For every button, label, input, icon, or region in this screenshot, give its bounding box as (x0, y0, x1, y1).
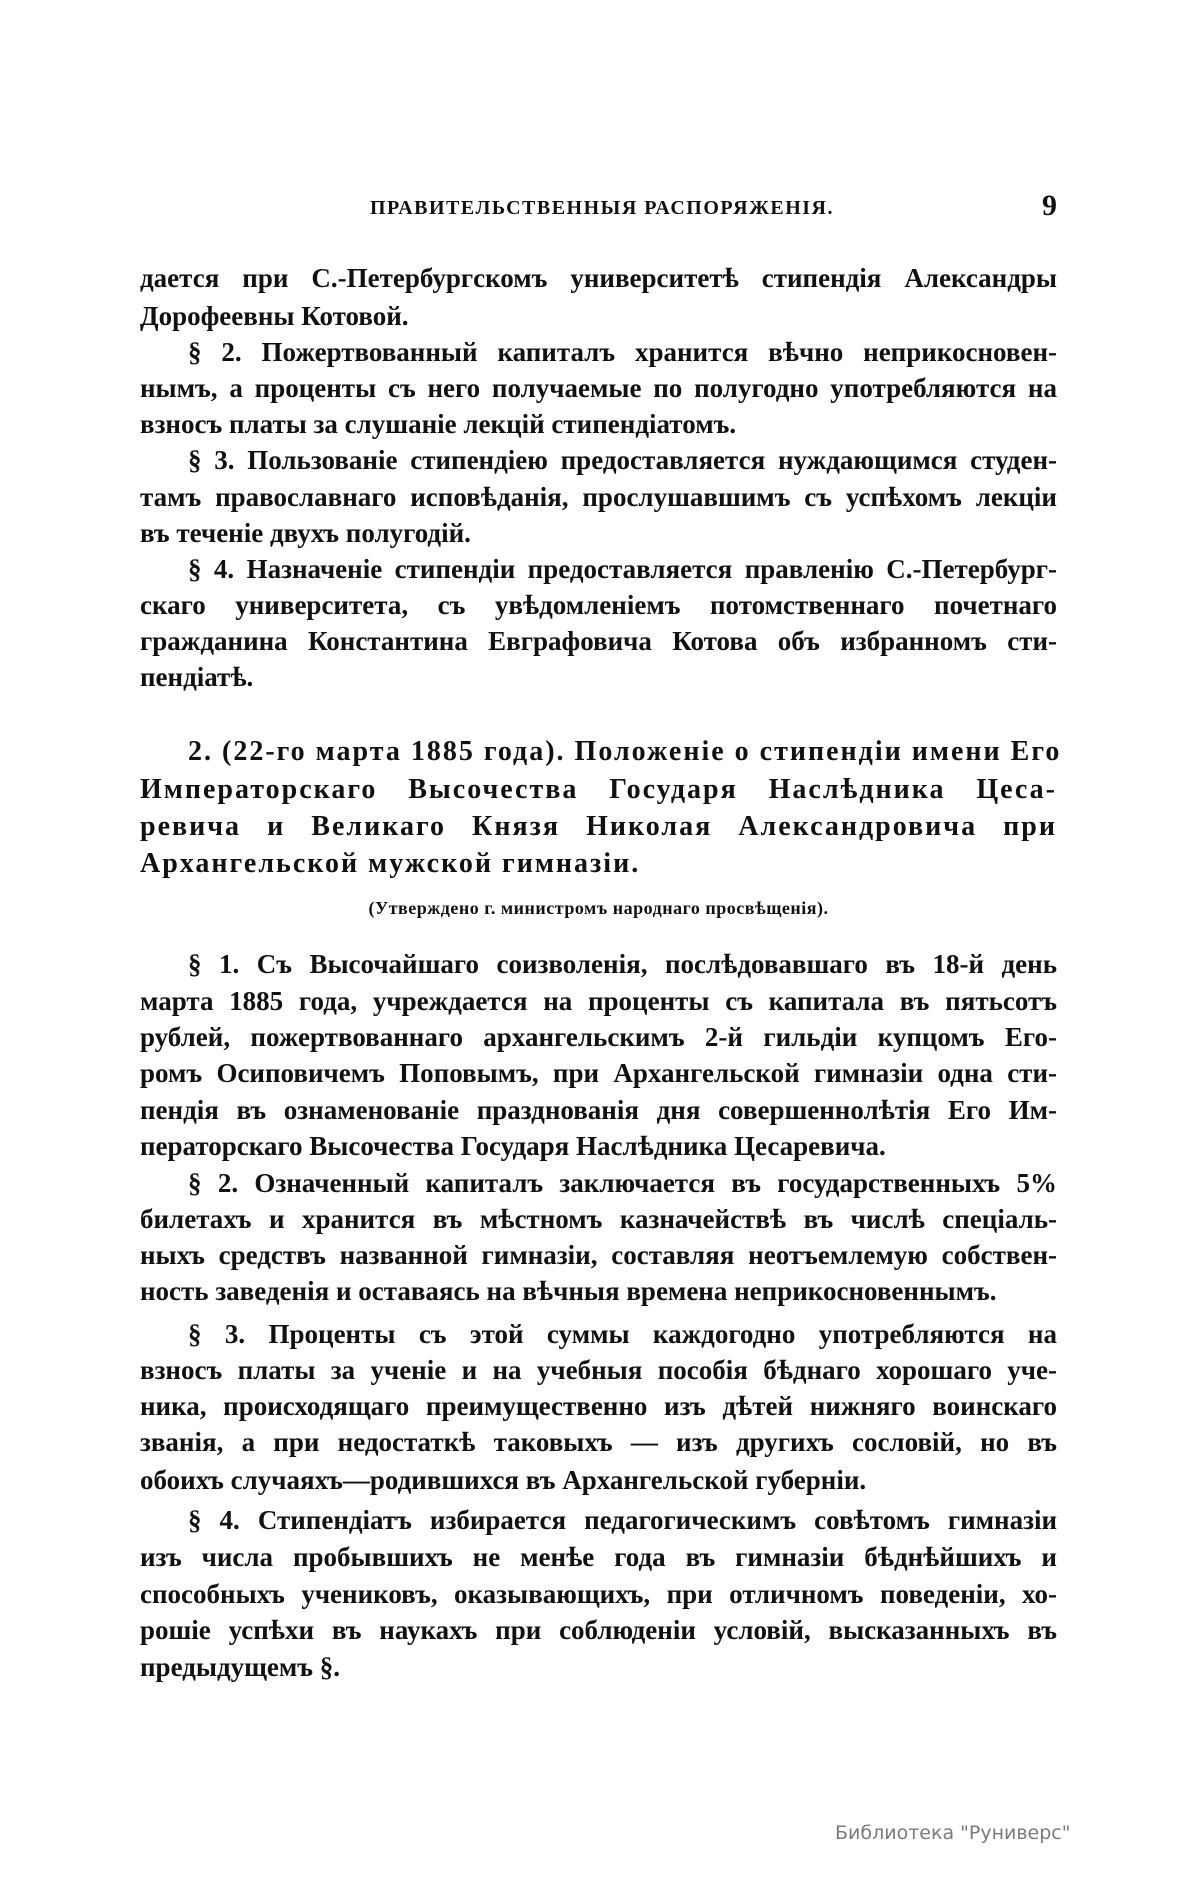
section-heading-line: 2. (22-го марта 1885 года). Положеніе о стипендіи имени Его (188, 736, 1062, 767)
text-line: званія, а при недостаткѣ таковыхъ — изъ другихъ сословій, но въ (140, 1427, 1057, 1457)
text-line: § 4. Назначеніе стипендіи предоставляется правленію С.-Петербург- (188, 554, 1057, 584)
section-heading-line: Императорскаго Высочества Государя Наслѣдника Цеса- (140, 774, 1057, 805)
text-line: изъ числа пробывшихъ не менѣе года въ гимназіи бѣднѣйшихъ и (140, 1542, 1057, 1572)
text-line: въ теченіе двухъ полугодій. (140, 518, 471, 548)
text-line: § 1. Съ Высочайшаго соизволенія, послѣдовавшаго въ 18-й день (188, 949, 1057, 979)
text-line: § 2. Означенный капиталъ заключается въ государственныхъ 5% (188, 1168, 1057, 1198)
page-number: 9 (1042, 189, 1057, 222)
text-line: способныхъ учениковъ, оказывающихъ, при отличномъ поведеніи, хо- (140, 1579, 1057, 1609)
running-title: ПРАВИТЕЛЬСТВЕННЫЯ РАСПОРЯЖЕНІЯ. (370, 197, 834, 219)
text-line: рублей, пожертвованнаго архангельскимъ 2-й гильдіи купцомъ Его- (140, 1022, 1057, 1052)
text-line: взносъ платы за ученіе и на учебныя пособія бѣднаго хорошаго уче- (140, 1355, 1057, 1385)
text-line: взносъ платы за слушаніе лекцій стипендіатомъ. (140, 409, 737, 439)
approval-note: (Утверждено г. министромъ народнаго просвѣщенія). (368, 898, 829, 918)
library-watermark: Библиотека "Руниверс" (835, 1822, 1071, 1844)
text-line: пендіатѣ. (140, 662, 254, 692)
text-line: § 3. Пользованіе стипендіею предоставляется нуждающимся студен- (188, 445, 1057, 475)
text-line: пендія въ ознаменованіе празднованія дня совершеннолѣтія Его Им- (140, 1095, 1057, 1125)
text-line: § 4. Стипендіатъ избирается педагогическимъ совѣтомъ гимназіи (188, 1505, 1057, 1535)
text-line: ника, происходящаго преимущественно изъ дѣтей нижняго воинскаго (140, 1391, 1057, 1421)
text-line: § 3. Проценты съ этой суммы каждогодно употребляются на (188, 1319, 1057, 1349)
text-line: билетахъ и хранится въ мѣстномъ казначействѣ въ числѣ спеціаль- (140, 1204, 1057, 1234)
text-line: ность заведенія и оставаясь на вѣчныя времена неприкосновеннымъ. (140, 1276, 997, 1306)
text-line: предыдущемъ §. (140, 1652, 341, 1682)
text-line: рошіе успѣхи въ наукахъ при соблюденіи условій, высказанныхъ въ (140, 1615, 1057, 1645)
text-line: дается при С.-Петербургскомъ университетѣ стипендія Александры (140, 263, 1057, 293)
text-line: марта 1885 года, учреждается на проценты съ капитала въ пятьсотъ (140, 986, 1057, 1016)
text-line: § 2. Пожертвованный капиталъ хранится вѣчно неприкосновен- (188, 337, 1057, 367)
text-line: обоихъ случаяхъ—родившихся въ Архангельской губерніи. (140, 1465, 867, 1495)
section-heading-line: Архангельской мужской гимназіи. (140, 848, 641, 879)
text-line: ныхъ средствъ названной гимназіи, составляя неотъемлемую собствен- (140, 1240, 1057, 1270)
section-heading-line: ревича и Великаго Князя Николая Александровича при (140, 811, 1057, 842)
text-line: тамъ православнаго исповѣданія, прослушавшимъ съ успѣхомъ лекціи (140, 482, 1057, 512)
text-line: гражданина Константина Евграфовича Котова объ избранномъ сти- (140, 626, 1057, 656)
text-line: ромъ Осиповичемъ Поповымъ, при Архангельской гимназіи одна сти- (140, 1058, 1057, 1088)
text-line: Дорофеевны Котовой. (140, 301, 409, 331)
text-line: ператорскаго Высочества Государя Наслѣдника Цесаревича. (140, 1131, 886, 1161)
text-line: нымъ, а проценты съ него получаемые по полугодно употребляются на (140, 373, 1057, 403)
text-line: скаго университета, съ увѣдомленіемъ потомственнаго почетнаго (140, 590, 1057, 620)
